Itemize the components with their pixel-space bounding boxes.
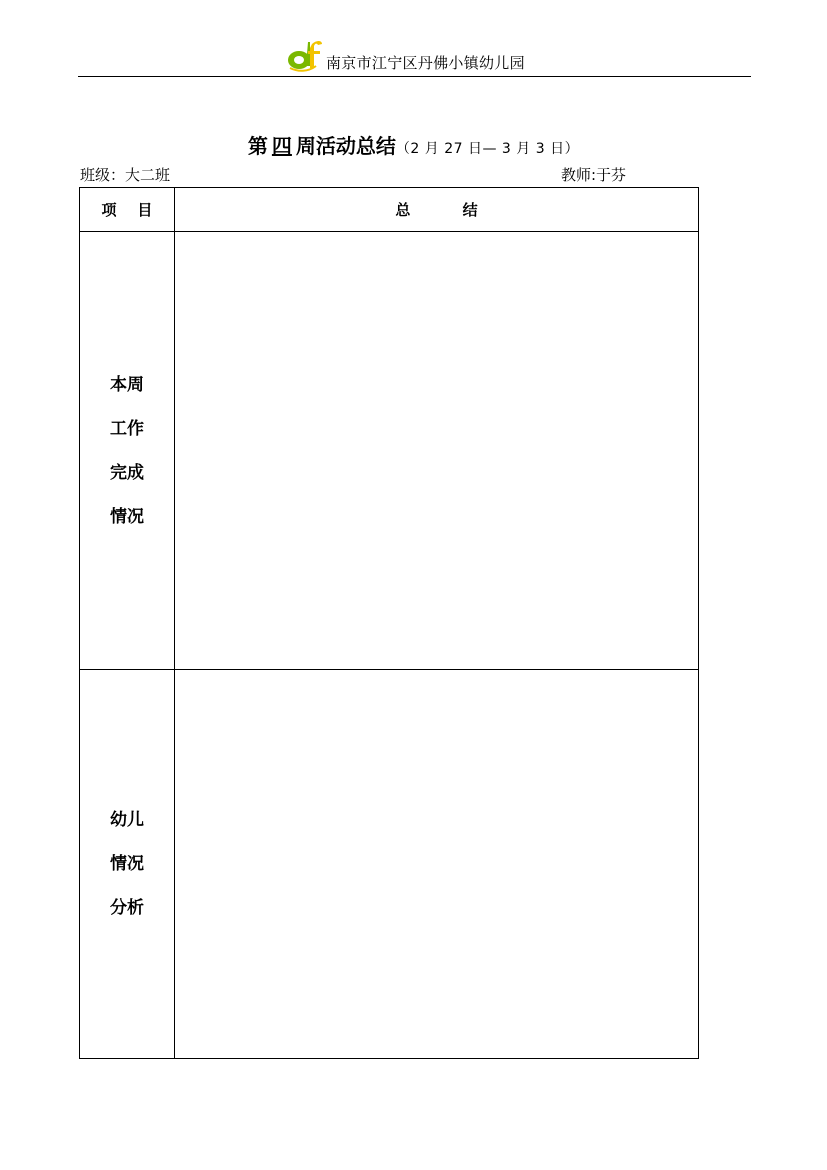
- title-date-range: （2 月 27 日— 3 月 3 日）: [395, 141, 580, 157]
- label-line: 本周: [110, 374, 144, 395]
- table-header-row: [80, 188, 699, 232]
- label-line: 完成: [110, 462, 144, 483]
- label-line: 情况: [110, 854, 144, 874]
- label-line: 分析: [110, 898, 144, 918]
- row-label-child-analysis: [80, 670, 175, 1059]
- table-row: [80, 232, 699, 670]
- teacher-label: 教师:于芬: [560, 166, 626, 184]
- class-label: 班级：大二班: [80, 166, 171, 184]
- header-item: 项 目: [80, 188, 175, 232]
- title-prefix: 第: [247, 134, 268, 158]
- row-label-weekly-work: [80, 232, 175, 670]
- header-summary: 总 结: [175, 188, 699, 232]
- table-row: [80, 670, 699, 1059]
- page-title: [0, 130, 827, 159]
- weekly-work-content[interactable]: [175, 232, 699, 670]
- page-header: [78, 36, 751, 77]
- title-week-number: 四: [271, 134, 292, 158]
- school-name: 南京市江宁区丹佛小镇幼儿园: [326, 54, 525, 72]
- df-logo-icon: [286, 38, 324, 72]
- meta-row: [80, 164, 626, 186]
- child-analysis-content[interactable]: [175, 670, 699, 1059]
- label-line: 幼儿: [110, 810, 144, 830]
- summary-table: [79, 187, 699, 1059]
- title-suffix: 周活动总结: [295, 134, 396, 158]
- label-line: 情况: [110, 506, 144, 527]
- label-line: 工作: [110, 418, 144, 439]
